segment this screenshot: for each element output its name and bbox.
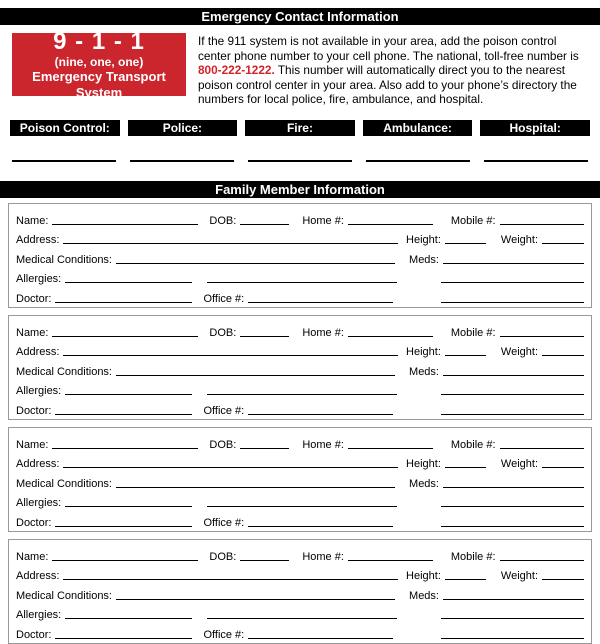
weight-label: Weight: — [500, 458, 538, 471]
office-phone-field-line[interactable] — [248, 299, 393, 303]
poison-control-fill-line[interactable] — [12, 160, 116, 162]
doctor-field-line[interactable] — [55, 635, 192, 639]
contact-label-police: Police: — [128, 120, 238, 136]
address-label: Address: — [16, 458, 60, 471]
home-phone-field-line[interactable] — [348, 333, 433, 337]
paragraph-text-after: This number will automatically direct you to the nearest poison control center in your area. Also add to your phone’s directory the numbers for local police, fire, ambulance, and hospital. — [198, 63, 577, 107]
allergies-label: Allergies: — [16, 385, 62, 398]
mobile-phone-field-line[interactable] — [500, 333, 584, 337]
family-member-block — [8, 203, 592, 308]
home-phone-field-line[interactable] — [348, 445, 433, 449]
allergies-extra-field-line[interactable] — [207, 279, 397, 283]
member-row-allergies — [16, 491, 584, 511]
intro-paragraph — [198, 33, 592, 107]
doctor-field-line[interactable] — [55, 299, 192, 303]
home-phone-label: Home #: — [302, 550, 344, 563]
address-label: Address: — [16, 570, 60, 583]
member-row-doctor — [16, 286, 584, 306]
mobile-phone-label: Mobile #: — [450, 214, 496, 227]
meds-extra-field-line-2[interactable] — [441, 635, 584, 639]
meds-extra-field-line-1[interactable] — [441, 391, 584, 395]
allergies-field-line[interactable] — [65, 391, 192, 395]
mobile-phone-field-line[interactable] — [500, 557, 584, 561]
family-member-block — [8, 539, 592, 644]
medical-conditions-field-line[interactable] — [116, 484, 395, 488]
meds-extra-field-line-2[interactable] — [441, 299, 584, 303]
doctor-label: Doctor: — [16, 628, 52, 641]
mobile-phone-field-line[interactable] — [500, 221, 584, 225]
family-section-title: Family Member Information — [0, 181, 600, 198]
address-field-line[interactable] — [63, 464, 398, 468]
member-row-allergies — [16, 603, 584, 623]
family-member-block — [8, 427, 592, 532]
name-label: Name: — [16, 438, 49, 451]
contact-labels-row — [10, 120, 590, 136]
weight-field-line[interactable] — [542, 464, 584, 468]
meds-label: Meds: — [409, 477, 439, 490]
meds-label: Meds: — [409, 365, 439, 378]
weight-label: Weight: — [500, 570, 538, 583]
contact-label-hospital: Hospital: — [480, 120, 590, 136]
allergies-extra-field-line[interactable] — [207, 391, 397, 395]
meds-field-line[interactable] — [443, 484, 584, 488]
allergies-label: Allergies: — [16, 273, 62, 286]
emergency-badge — [12, 28, 186, 100]
member-row-address — [16, 452, 584, 472]
mobile-phone-label: Mobile #: — [450, 326, 496, 339]
dob-label: DOB: — [209, 550, 237, 563]
doctor-label: Doctor: — [16, 292, 52, 305]
office-phone-label: Office #: — [203, 628, 245, 641]
name-field-line[interactable] — [52, 221, 198, 225]
member-row-identity — [16, 320, 584, 340]
dob-field-line[interactable] — [240, 333, 289, 337]
member-row-medical — [16, 359, 584, 379]
height-label: Height: — [406, 346, 441, 359]
home-phone-field-line[interactable] — [348, 557, 433, 561]
meds-extra-field-line-2[interactable] — [441, 523, 584, 527]
height-field-line[interactable] — [445, 240, 486, 244]
name-field-line[interactable] — [52, 445, 198, 449]
dob-field-line[interactable] — [240, 557, 289, 561]
office-phone-label: Office #: — [203, 404, 245, 417]
height-field-line[interactable] — [445, 576, 486, 580]
member-row-allergies — [16, 267, 584, 287]
name-field-line[interactable] — [52, 557, 198, 561]
meds-extra-field-line-1[interactable] — [441, 279, 584, 283]
allergies-label: Allergies: — [16, 609, 62, 622]
address-field-line[interactable] — [63, 240, 398, 244]
badge-words: (nine, one, one) — [54, 55, 144, 69]
meds-field-line[interactable] — [443, 260, 584, 264]
home-phone-label: Home #: — [302, 326, 344, 339]
meds-field-line[interactable] — [443, 372, 584, 376]
member-row-doctor — [16, 398, 584, 418]
meds-extra-field-line-1[interactable] — [441, 503, 584, 507]
name-label: Name: — [16, 326, 49, 339]
address-field-line[interactable] — [63, 352, 398, 356]
height-label: Height: — [406, 570, 441, 583]
name-field-line[interactable] — [52, 333, 198, 337]
badge-number: 9 - 1 - 1 — [53, 28, 145, 55]
member-row-medical — [16, 583, 584, 603]
fire-fill-line[interactable] — [248, 160, 352, 162]
police-fill-line[interactable] — [130, 160, 234, 162]
page-title: Emergency Contact Information — [0, 8, 600, 25]
mobile-phone-label: Mobile #: — [450, 438, 496, 451]
member-row-medical — [16, 471, 584, 491]
office-phone-label: Office #: — [203, 516, 245, 529]
member-row-doctor — [16, 510, 584, 530]
allergies-field-line[interactable] — [65, 279, 192, 283]
family-members — [8, 203, 592, 644]
doctor-label: Doctor: — [16, 404, 52, 417]
member-row-medical — [16, 247, 584, 267]
paragraph-text-before: If the 911 system is not available in your area, add the poison control center phone number to your cell phone. The national, toll-free number is — [198, 34, 579, 63]
meds-extra-field-line-2[interactable] — [441, 411, 584, 415]
hospital-fill-line[interactable] — [484, 160, 588, 162]
member-row-identity — [16, 544, 584, 564]
medical-conditions-field-line[interactable] — [116, 260, 395, 264]
office-phone-label: Office #: — [203, 292, 245, 305]
member-row-address — [16, 228, 584, 248]
height-field-line[interactable] — [445, 464, 486, 468]
dob-field-line[interactable] — [240, 445, 289, 449]
emergency-intro — [12, 28, 592, 107]
member-row-doctor — [16, 622, 584, 642]
allergies-extra-field-line[interactable] — [207, 503, 397, 507]
medical-conditions-label: Medical Conditions: — [16, 253, 112, 266]
medical-conditions-label: Medical Conditions: — [16, 477, 112, 490]
allergies-field-line[interactable] — [65, 615, 192, 619]
height-field-line[interactable] — [445, 352, 486, 356]
weight-field-line[interactable] — [542, 352, 584, 356]
allergies-label: Allergies: — [16, 497, 62, 510]
meds-field-line[interactable] — [443, 596, 584, 600]
mobile-phone-label: Mobile #: — [450, 550, 496, 563]
member-row-address — [16, 340, 584, 360]
member-row-identity — [16, 432, 584, 452]
member-row-address — [16, 564, 584, 584]
medical-conditions-field-line[interactable] — [116, 372, 395, 376]
office-phone-field-line[interactable] — [248, 411, 393, 415]
weight-label: Weight: — [500, 346, 538, 359]
weight-field-line[interactable] — [542, 576, 584, 580]
medical-conditions-field-line[interactable] — [116, 596, 395, 600]
home-phone-label: Home #: — [302, 438, 344, 451]
dob-label: DOB: — [209, 438, 237, 451]
doctor-field-line[interactable] — [55, 523, 192, 527]
height-label: Height: — [406, 234, 441, 247]
badge-subtitle: Emergency Transport System — [32, 69, 166, 100]
weight-label: Weight: — [500, 234, 538, 247]
doctor-label: Doctor: — [16, 516, 52, 529]
dob-label: DOB: — [209, 326, 237, 339]
family-member-block — [8, 315, 592, 420]
meds-extra-field-line-1[interactable] — [441, 615, 584, 619]
mobile-phone-field-line[interactable] — [500, 445, 584, 449]
member-row-identity — [16, 208, 584, 228]
medical-conditions-label: Medical Conditions: — [16, 365, 112, 378]
allergies-extra-field-line[interactable] — [207, 615, 397, 619]
contact-label-fire: Fire: — [245, 120, 355, 136]
member-row-allergies — [16, 379, 584, 399]
contact-label-poison-control: Poison Control: — [10, 120, 120, 136]
doctor-field-line[interactable] — [55, 411, 192, 415]
poison-control-phone-number: 800-222-1222. — [198, 63, 275, 78]
address-field-line[interactable] — [63, 576, 398, 580]
height-label: Height: — [406, 458, 441, 471]
address-label: Address: — [16, 346, 60, 359]
medical-conditions-label: Medical Conditions: — [16, 589, 112, 602]
office-phone-field-line[interactable] — [248, 523, 393, 527]
meds-label: Meds: — [409, 589, 439, 602]
home-phone-label: Home #: — [302, 214, 344, 227]
meds-label: Meds: — [409, 253, 439, 266]
ambulance-fill-line[interactable] — [366, 160, 470, 162]
allergies-field-line[interactable] — [65, 503, 192, 507]
name-label: Name: — [16, 550, 49, 563]
contact-label-ambulance: Ambulance: — [363, 120, 473, 136]
weight-field-line[interactable] — [542, 240, 584, 244]
contact-fill-lines-row — [12, 160, 588, 162]
address-label: Address: — [16, 234, 60, 247]
name-label: Name: — [16, 214, 49, 227]
office-phone-field-line[interactable] — [248, 635, 393, 639]
dob-field-line[interactable] — [240, 221, 289, 225]
dob-label: DOB: — [209, 214, 237, 227]
home-phone-field-line[interactable] — [348, 221, 433, 225]
